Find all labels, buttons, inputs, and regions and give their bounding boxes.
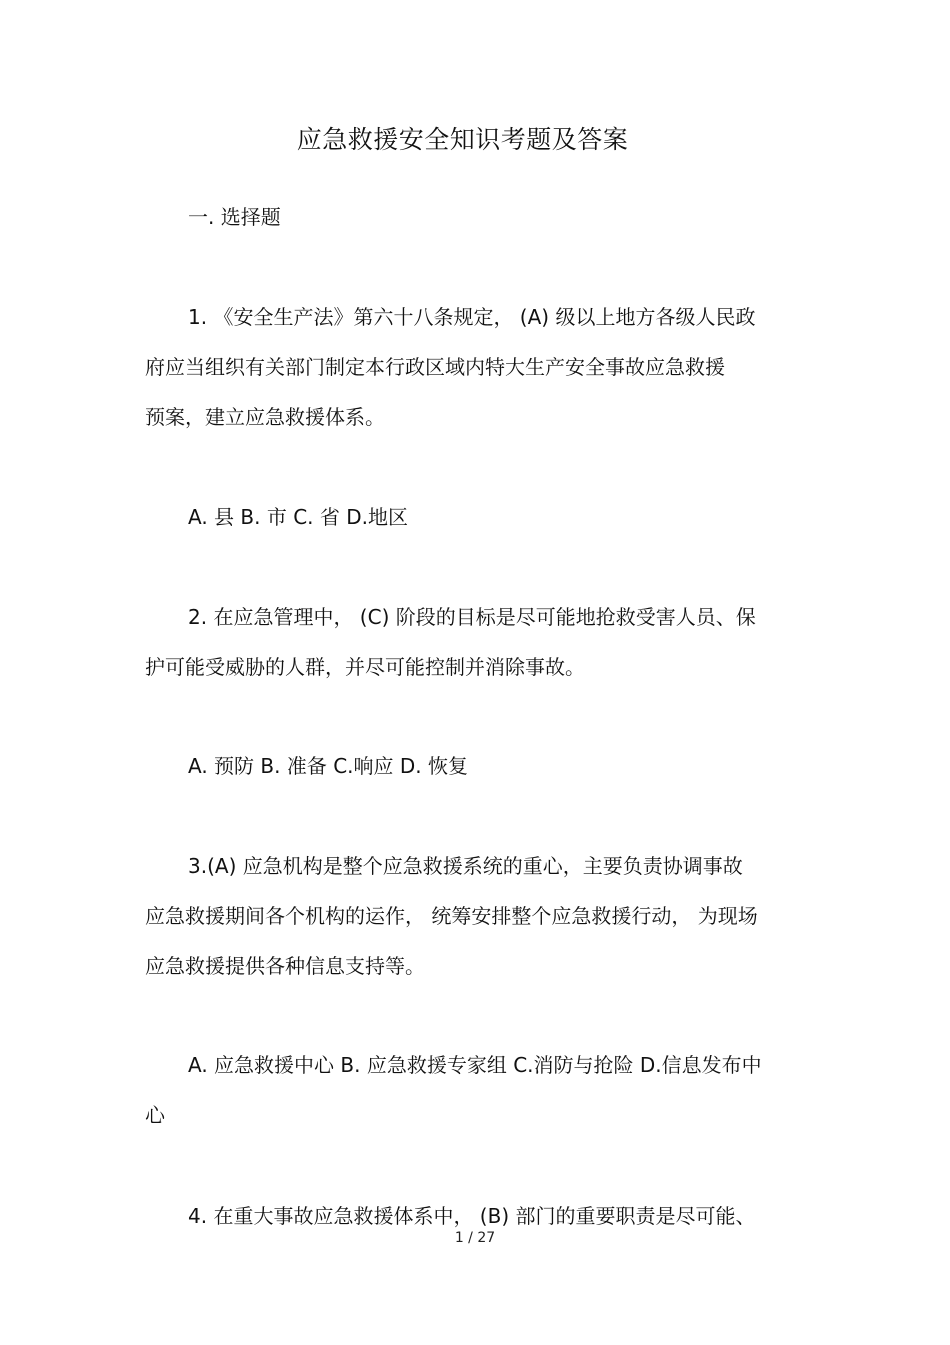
question-2-line-1: 2. 在应急管理中， (C) 阶段的目标是尽可能地抢救受害人员、保 xyxy=(188,605,756,629)
question-1-line-2: 府应当组织有关部门制定本行政区域内特大生产安全事故应急救援 xyxy=(145,355,725,379)
question-2-line-2: 护可能受威胁的人群，并尽可能控制并消除事故。 xyxy=(145,655,585,679)
question-1-line-3: 预案，建立应急救援体系。 xyxy=(145,405,385,429)
question-3-line-2: 应急救援期间各个机构的运作， 统筹安排整个应急救援行动， 为现场 xyxy=(145,904,758,928)
question-3-options-line-2: 心 xyxy=(145,1103,165,1127)
question-1-line-1: 1. 《安全生产法》第六十八条规定， (A) 级以上地方各级人民政 xyxy=(188,305,756,329)
document-title: 应急救援安全知识考题及答案 xyxy=(296,125,629,154)
question-4-line-1: 4. 在重大事故应急救援体系中， (B) 部门的重要职责是尽可能、 xyxy=(188,1204,756,1228)
question-3-line-3: 应急救援提供各种信息支持等。 xyxy=(145,954,425,978)
question-3-options-line-1: A. 应急救援中心 B. 应急救援专家组 C.消防与抢险 D.信息发布中 xyxy=(188,1053,762,1077)
section-heading: 一. 选择题 xyxy=(188,205,281,229)
page-indicator: 1 / 27 xyxy=(454,1230,496,1246)
question-2-options: A. 预防 B. 准备 C.响应 D. 恢复 xyxy=(188,754,468,778)
question-3-line-1: 3.(A) 应急机构是整个应急救援系统的重心，主要负责协调事故 xyxy=(188,854,743,878)
question-1-options: A. 县 B. 市 C. 省 D.地区 xyxy=(188,505,408,529)
